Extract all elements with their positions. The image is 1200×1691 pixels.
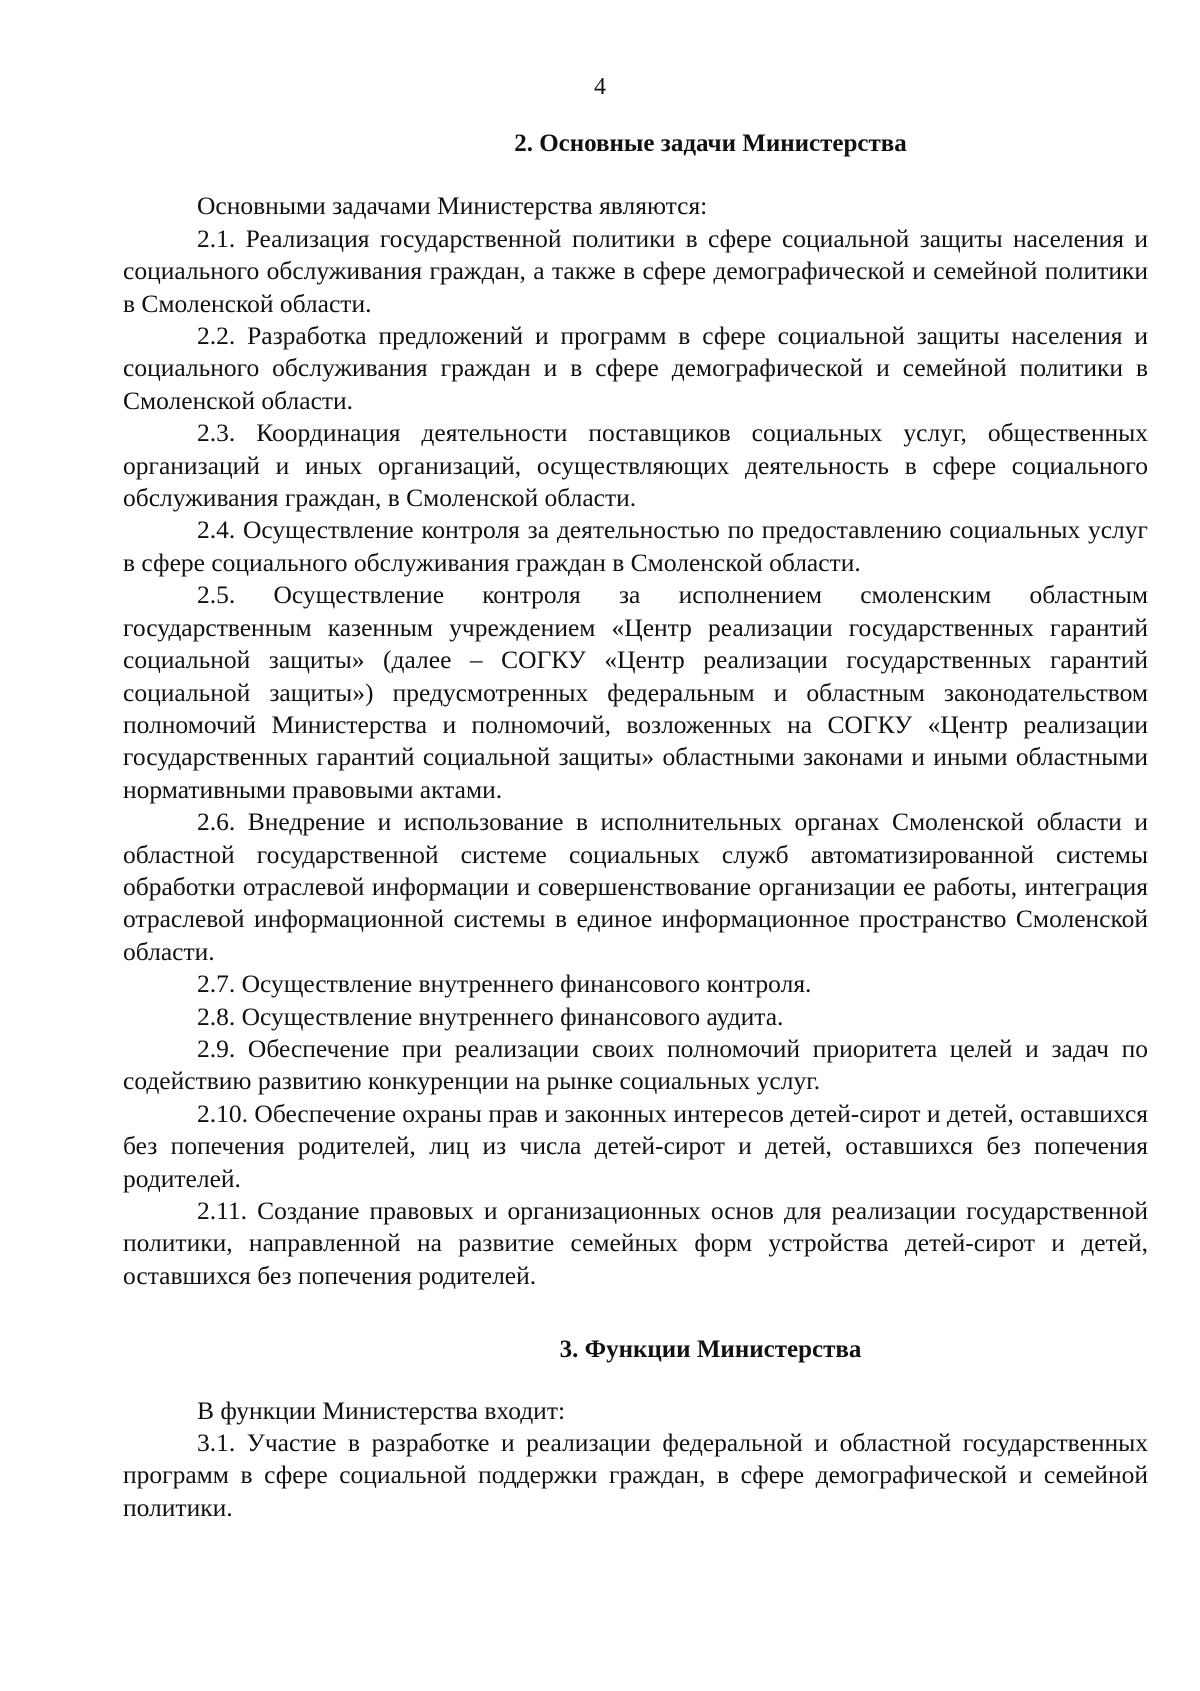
item-2-11: 2.11. Создание правовых и организационных основ для реализации государственной политики, направленной на развитие семейных форм устройства детей-сирот и детей, оставшихся без попечения родителей. [123,1196,1148,1290]
item-2-1: 2.1. Реализация государственной политики в сфере социальной защиты населения и социального обслуживания граждан, а также в сфере демографической и семейной политики в Смоленской области. [123,223,1148,318]
section-3-title: 3. Функции Министерства [559,1336,862,1364]
item-2-4: 2.4. Осуществление контроля за деятельностью по предоставлению социальных услуг в сфере социального обслуживания граждан в Смоленской области. [123,515,1148,577]
item-2-2: 2.2. Разработка предложений и программ в сфере социальной защиты населения и социального обслуживания граждан и в сфере демографической и семейной политики в Смоленской области. [123,321,1148,415]
item-2-3: 2.3. Координация деятельности поставщиков социальных услуг, общественных организаций и иных организаций, осуществляющих деятельность в сфере социального обслуживания граждан, в Смоленской области. [123,418,1148,513]
item-2-6: 2.6. Внедрение и использование в исполнительных органах Смоленской области и областной государственной системе социальных служб автоматизированной системы обработки отраслевой информации и совершенствование организации ее работы, интеграция отраслевой информационной системы в единое информационное пространство Смоленской области. [123,807,1148,966]
page-number: 4 [594,74,606,100]
item-2-10: 2.10. Обеспечение охраны прав и законных интересов детей-сирот и детей, оставшихся без попечения родителей, лиц из числа детей-сирот и детей, оставшихся без попечения родителей. [123,1098,1148,1193]
section-2-intro: Основными задачами Министерства являются: [197,191,708,221]
section-3-intro: В функции Министерства входит: [197,1395,566,1425]
item-2-8: 2.8. Осуществление внутреннего финансового аудита. [197,1001,784,1031]
item-2-7: 2.7. Осуществление внутреннего финансового контроля. [197,969,812,999]
section-2-title: 2. Основные задачи Министерства [514,130,907,157]
item-2-9: 2.9. Обеспечение при реализации своих полномочий приоритета целей и задач по содействию развитию конкуренции на рынке социальных услуг. [123,1033,1148,1096]
item-2-5: 2.5. Осуществление контроля за исполнением смоленским областным государственным казенным учреждением «Центр реализации государственных гарантий социальной защиты» (далее – СОГКУ «Центр реализации государственных гарантий социальной защиты») предусмотренных федеральным и областным законодательством полномочий Министерства и полномочий, возложенных на СОГКУ «Центр реализации государственных гарантий социальной защиты» областными законами и иными областными нормативными правовыми актами. [123,580,1148,804]
document-body [123,118,1148,1524]
item-3-1: 3.1. Участие в разработке и реализации федеральной и областной государственных программ в сфере социальной поддержки граждан, в сфере демографической и семейной политики. [123,1428,1148,1522]
